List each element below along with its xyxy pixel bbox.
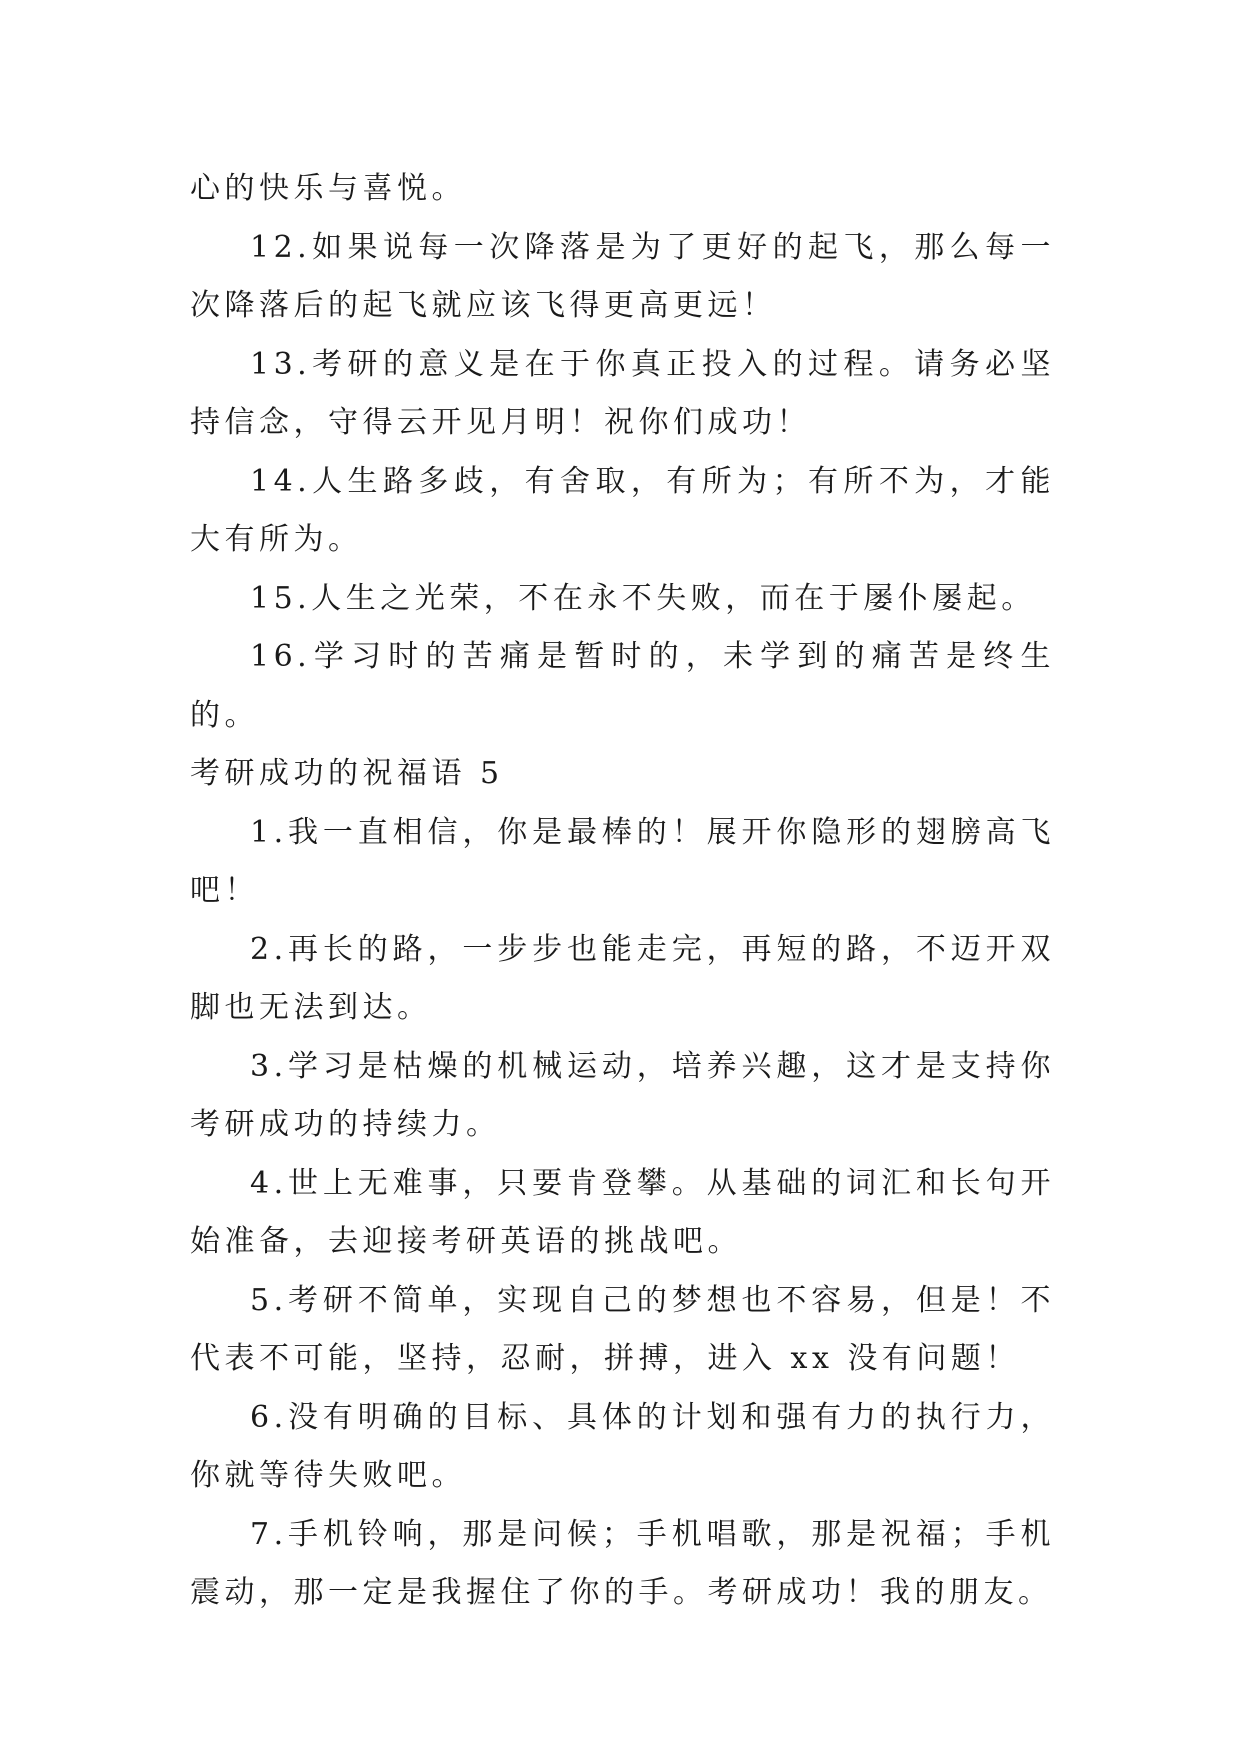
section-item-3: 3.学习是枯燥的机械运动，培养兴趣，这才是支持你考研成功的持续力。 xyxy=(190,1048,1055,1142)
section-item-7: 7.手机铃响，那是问候；手机唱歌，那是祝福；手机震动，那一定是我握住了你的手。考研成功！我的朋友。 xyxy=(190,1516,1055,1610)
section-item-5: 5.考研不简单，实现自己的梦想也不容易，但是！不代表不可能，坚持，忍耐，拼搏，进入 xx 没有问题！ xyxy=(190,1282,1055,1376)
paragraph-item-12: 12.如果说每一次降落是为了更好的起飞，那么每一次降落后的起飞就应该飞得更高更远！ xyxy=(190,229,1055,323)
paragraph-item-15: 15.人生之光荣，不在永不失败，而在于屡仆屡起。 xyxy=(250,580,1036,616)
section-item-1: 1.我一直相信，你是最棒的！展开你隐形的翅膀高飞吧！ xyxy=(190,814,1055,908)
document-body xyxy=(190,160,1055,1623)
paragraph-item-14: 14.人生路多歧，有舍取，有所为；有所不为，才能大有所为。 xyxy=(190,463,1055,557)
paragraph-item-16: 16.学习时的苦痛是暂时的，未学到的痛苦是终生的。 xyxy=(190,639,1055,733)
section-item-2: 2.再长的路，一步步也能走完，再短的路，不迈开双脚也无法到达。 xyxy=(190,931,1055,1025)
section-item-6: 6.没有明确的目标、具体的计划和强有力的执行力，你就等待失败吧。 xyxy=(190,1399,1055,1493)
paragraph-continuation: 心的快乐与喜悦。 xyxy=(190,171,466,206)
section-item-4: 4.世上无难事，只要肯登攀。从基础的词汇和长句开始准备，去迎接考研英语的挑战吧。 xyxy=(190,1165,1055,1259)
section-heading: 考研成功的祝福语 5 xyxy=(190,756,504,791)
paragraph-item-13: 13.考研的意义是在于你真正投入的过程。请务必坚持信念，守得云开见月明！祝你们成功！ xyxy=(190,346,1055,440)
